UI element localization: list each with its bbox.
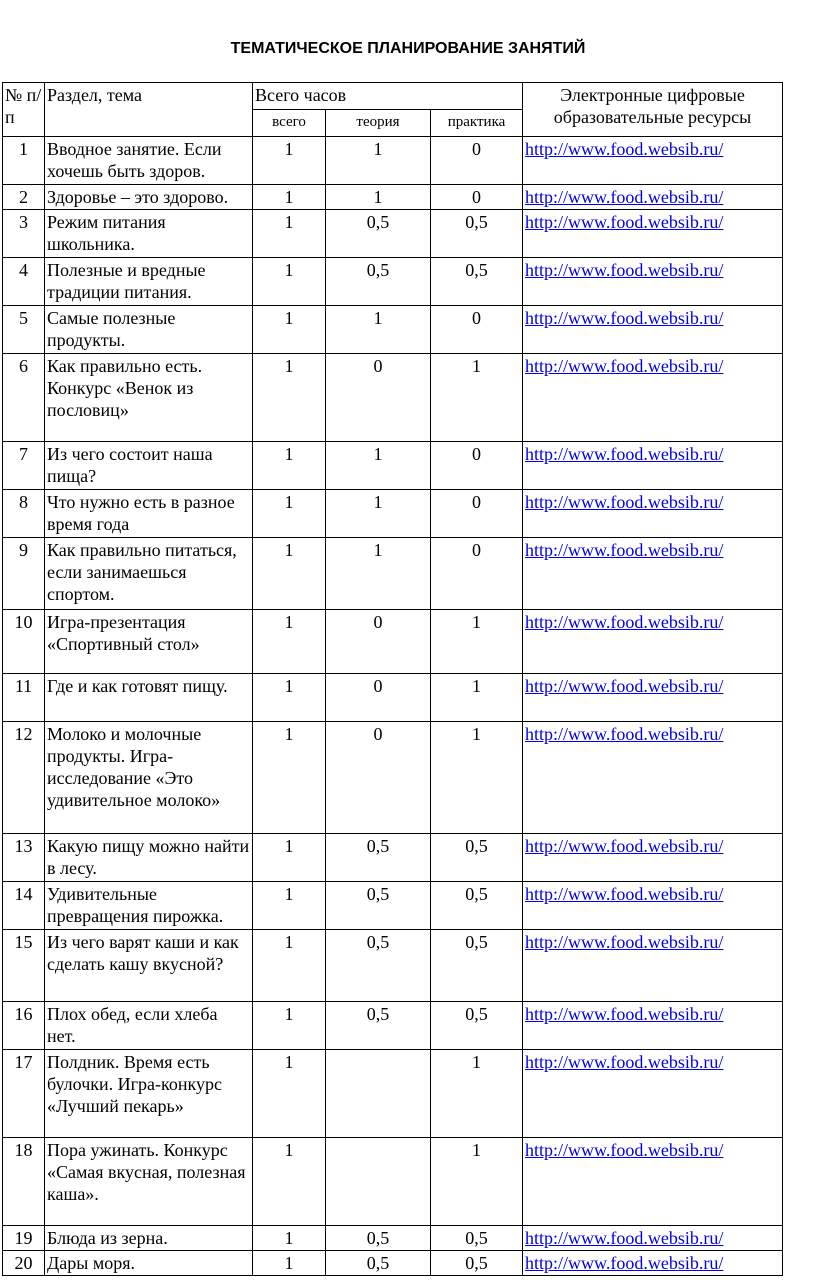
header-topic: Раздел, тема — [45, 83, 253, 137]
table-row — [3, 1138, 783, 1226]
row-number: 4 — [3, 258, 45, 306]
row-number: 5 — [3, 306, 45, 354]
row-topic: Полдник. Время есть булочки. Игра-конкурс «Лучший пекарь» — [45, 1050, 253, 1138]
row-total-hours: 1 — [253, 354, 326, 442]
table-row — [3, 610, 783, 674]
table-row — [3, 185, 783, 210]
row-number: 3 — [3, 210, 45, 258]
row-theory-hours: 1 — [326, 490, 431, 538]
row-topic: Как правильно питаться, если занимаешься спортом. — [45, 538, 253, 610]
resource-link[interactable]: http://www.food.websib.ru/ — [525, 187, 724, 207]
row-number: 11 — [3, 674, 45, 722]
row-resource — [523, 137, 783, 185]
row-theory-hours: 0 — [326, 722, 431, 834]
row-topic: Дары моря. — [45, 1251, 253, 1276]
row-theory-hours: 1 — [326, 442, 431, 490]
row-practice-hours: 0,5 — [431, 1002, 523, 1050]
row-topic: Удивительные превращения пирожка. — [45, 882, 253, 930]
row-total-hours: 1 — [253, 306, 326, 354]
header-theory: теория — [326, 110, 431, 137]
row-number: 1 — [3, 137, 45, 185]
row-resource — [523, 538, 783, 610]
row-resource — [523, 1138, 783, 1226]
row-practice-hours: 0,5 — [431, 882, 523, 930]
row-number: 9 — [3, 538, 45, 610]
row-practice-hours: 0,5 — [431, 1226, 523, 1251]
row-number: 18 — [3, 1138, 45, 1226]
table-row — [3, 834, 783, 882]
row-resource — [523, 1002, 783, 1050]
resource-link[interactable]: http://www.food.websib.ru/ — [525, 932, 724, 952]
row-practice-hours: 0,5 — [431, 930, 523, 1002]
row-topic: Вводное занятие. Если хочешь быть здоров. — [45, 137, 253, 185]
row-theory-hours: 0,5 — [326, 882, 431, 930]
row-total-hours: 1 — [253, 610, 326, 674]
row-total-hours: 1 — [253, 490, 326, 538]
resource-link[interactable]: http://www.food.websib.ru/ — [525, 212, 724, 232]
table-row — [3, 674, 783, 722]
row-practice-hours: 0,5 — [431, 258, 523, 306]
row-total-hours: 1 — [253, 930, 326, 1002]
row-number: 6 — [3, 354, 45, 442]
row-topic: Пора ужинать. Конкурс «Самая вкусная, полезная каша». — [45, 1138, 253, 1226]
row-total-hours: 1 — [253, 722, 326, 834]
row-theory-hours: 0 — [326, 354, 431, 442]
row-number: 7 — [3, 442, 45, 490]
page-title: ТЕМАТИЧЕСКОЕ ПЛАНИРОВАНИЕ ЗАНЯТИЙ — [230, 40, 586, 57]
header-number: № п/ п — [3, 83, 45, 137]
resource-link[interactable]: http://www.food.websib.ru/ — [525, 492, 724, 512]
row-practice-hours: 1 — [431, 674, 523, 722]
row-number: 13 — [3, 834, 45, 882]
row-resource — [523, 1050, 783, 1138]
header-resources: Электронные цифровые образовательные ресурсы — [523, 83, 783, 137]
resource-link[interactable]: http://www.food.websib.ru/ — [525, 1253, 724, 1273]
row-total-hours: 1 — [253, 258, 326, 306]
row-number: 2 — [3, 185, 45, 210]
table-row — [3, 1002, 783, 1050]
table-row — [3, 722, 783, 834]
row-topic: Какую пищу можно найти в лесу. — [45, 834, 253, 882]
resource-link[interactable]: http://www.food.websib.ru/ — [525, 356, 724, 376]
row-practice-hours: 0 — [431, 442, 523, 490]
row-resource — [523, 834, 783, 882]
row-resource — [523, 258, 783, 306]
row-topic: Что нужно есть в разное время года — [45, 490, 253, 538]
row-theory-hours: 0,5 — [326, 1251, 431, 1276]
table-row — [3, 442, 783, 490]
row-practice-hours: 0 — [431, 538, 523, 610]
resource-link[interactable]: http://www.food.websib.ru/ — [525, 308, 724, 328]
resource-link[interactable]: http://www.food.websib.ru/ — [525, 836, 724, 856]
row-practice-hours: 0 — [431, 137, 523, 185]
row-number: 19 — [3, 1226, 45, 1251]
row-practice-hours: 0,5 — [431, 834, 523, 882]
row-theory-hours: 0,5 — [326, 1002, 431, 1050]
row-topic: Плох обед, если хлеба нет. — [45, 1002, 253, 1050]
row-theory-hours: 0,5 — [326, 930, 431, 1002]
row-total-hours: 1 — [253, 137, 326, 185]
row-theory-hours: 0,5 — [326, 210, 431, 258]
row-topic: Полезные и вредные традиции питания. — [45, 258, 253, 306]
resource-link[interactable]: http://www.food.websib.ru/ — [525, 612, 724, 632]
row-number: 17 — [3, 1050, 45, 1138]
row-practice-hours: 1 — [431, 1050, 523, 1138]
table-row — [3, 538, 783, 610]
row-total-hours: 1 — [253, 1050, 326, 1138]
row-topic: Из чего варят каши и как сделать кашу вкусной? — [45, 930, 253, 1002]
row-practice-hours: 0 — [431, 185, 523, 210]
resource-link[interactable]: http://www.food.websib.ru/ — [525, 260, 724, 280]
row-theory-hours: 0 — [326, 674, 431, 722]
row-theory-hours — [326, 1138, 431, 1226]
row-resource — [523, 185, 783, 210]
row-theory-hours: 1 — [326, 185, 431, 210]
row-total-hours: 1 — [253, 538, 326, 610]
header-practice: практика — [431, 110, 523, 137]
row-practice-hours: 0,5 — [431, 1251, 523, 1276]
row-theory-hours: 1 — [326, 538, 431, 610]
resource-link[interactable]: http://www.food.websib.ru/ — [525, 724, 724, 744]
row-number: 15 — [3, 930, 45, 1002]
resource-link[interactable]: http://www.food.websib.ru/ — [525, 884, 724, 904]
row-topic: Режим питания школьника. — [45, 210, 253, 258]
row-resource — [523, 354, 783, 442]
row-number: 16 — [3, 1002, 45, 1050]
resource-link[interactable]: http://www.food.websib.ru/ — [525, 1004, 724, 1024]
table-row — [3, 306, 783, 354]
row-resource — [523, 306, 783, 354]
row-total-hours: 1 — [253, 882, 326, 930]
row-resource — [523, 610, 783, 674]
table-row — [3, 1050, 783, 1138]
table-row — [3, 1226, 783, 1251]
row-practice-hours: 1 — [431, 1138, 523, 1226]
row-total-hours: 1 — [253, 1138, 326, 1226]
row-number: 14 — [3, 882, 45, 930]
row-resource — [523, 722, 783, 834]
resource-link[interactable]: http://www.food.websib.ru/ — [525, 540, 724, 560]
row-theory-hours: 0 — [326, 610, 431, 674]
row-practice-hours: 1 — [431, 354, 523, 442]
row-topic: Блюда из зерна. — [45, 1226, 253, 1251]
row-total-hours: 1 — [253, 674, 326, 722]
row-number: 10 — [3, 610, 45, 674]
row-topic: Где и как готовят пищу. — [45, 674, 253, 722]
table-row — [3, 930, 783, 1002]
row-resource — [523, 930, 783, 1002]
resource-link[interactable]: http://www.food.websib.ru/ — [525, 676, 724, 696]
table-row — [3, 882, 783, 930]
row-practice-hours: 0,5 — [431, 210, 523, 258]
row-resource — [523, 490, 783, 538]
row-resource — [523, 442, 783, 490]
row-total-hours: 1 — [253, 1226, 326, 1251]
row-theory-hours — [326, 1050, 431, 1138]
table-row — [3, 210, 783, 258]
row-number: 20 — [3, 1251, 45, 1276]
row-number: 8 — [3, 490, 45, 538]
row-practice-hours: 1 — [431, 610, 523, 674]
table-row — [3, 258, 783, 306]
row-resource — [523, 1251, 783, 1276]
table-row — [3, 1251, 783, 1276]
row-practice-hours: 1 — [431, 722, 523, 834]
row-resource — [523, 674, 783, 722]
table-row — [3, 137, 783, 185]
row-number: 12 — [3, 722, 45, 834]
row-theory-hours: 1 — [326, 306, 431, 354]
row-theory-hours: 1 — [326, 137, 431, 185]
row-theory-hours: 0,5 — [326, 834, 431, 882]
resource-link[interactable]: http://www.food.websib.ru/ — [525, 1228, 724, 1248]
table-row — [3, 490, 783, 538]
row-resource — [523, 1226, 783, 1251]
resource-link[interactable]: http://www.food.websib.ru/ — [525, 139, 724, 159]
resource-link[interactable]: http://www.food.websib.ru/ — [525, 444, 724, 464]
header-total: всего — [253, 110, 326, 137]
row-total-hours: 1 — [253, 442, 326, 490]
row-topic: Здоровье – это здорово. — [45, 185, 253, 210]
row-total-hours: 1 — [253, 1002, 326, 1050]
row-total-hours: 1 — [253, 185, 326, 210]
row-total-hours: 1 — [253, 210, 326, 258]
row-theory-hours: 0,5 — [326, 1226, 431, 1251]
row-practice-hours: 0 — [431, 306, 523, 354]
row-topic: Игра-презентация «Спортивный стол» — [45, 610, 253, 674]
planning-table — [2, 82, 783, 1276]
row-topic: Молоко и молочные продукты. Игра-исследование «Это удивительное молоко» — [45, 722, 253, 834]
row-resource — [523, 882, 783, 930]
resource-link[interactable]: http://www.food.websib.ru/ — [525, 1140, 724, 1160]
row-practice-hours: 0 — [431, 490, 523, 538]
row-theory-hours: 0,5 — [326, 258, 431, 306]
row-topic: Из чего состоит наша пища? — [45, 442, 253, 490]
row-resource — [523, 210, 783, 258]
resource-link[interactable]: http://www.food.websib.ru/ — [525, 1052, 724, 1072]
header-hours: Всего часов — [253, 83, 523, 110]
row-topic: Самые полезные продукты. — [45, 306, 253, 354]
table-row — [3, 354, 783, 442]
row-total-hours: 1 — [253, 1251, 326, 1276]
row-topic: Как правильно есть. Конкурс «Венок из пословиц» — [45, 354, 253, 442]
table-body — [3, 137, 783, 1276]
row-total-hours: 1 — [253, 834, 326, 882]
